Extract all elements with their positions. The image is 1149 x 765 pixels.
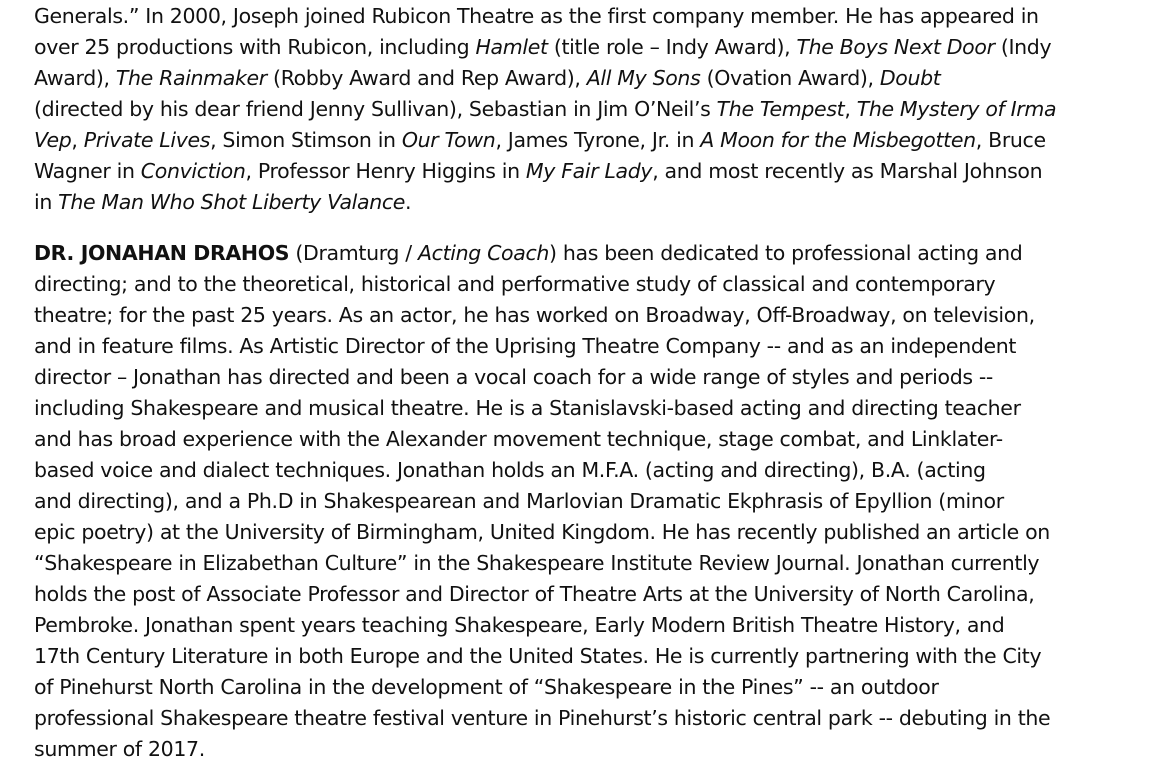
text-run: and directing), and a Ph.D in Shakespearean and Marlovian Dramatic Ekphrasis of Epyllion (minor [34,489,1004,513]
text-run: (Indy [994,35,1052,59]
text-run: holds the post of Associate Professor and Director of Theatre Arts at the University of North Carolina, [34,582,1035,606]
text-line [34,362,1119,393]
work-title: Doubt [879,66,941,90]
text-line [34,393,1119,424]
text-line [34,641,1119,672]
text-run: including Shakespeare and musical theatre. He is a Stanislavski-based acting and directing teacher [34,396,1021,420]
text-line [34,703,1119,734]
text-line [34,32,1119,63]
work-title: The Mystery of Irma [856,97,1057,121]
text-line [34,63,1119,94]
text-run: of Pinehurst North Carolina in the development of “Shakespeare in the Pines” -- an outdoor [34,675,939,699]
work-title: All My Sons [586,66,701,90]
text-run: 17th Century Literature in both Europe and the United States. He is currently partnering with the City [34,644,1042,668]
text-run: (directed by his dear friend Jenny Sullivan), Sebastian in Jim O’Neil’s [34,97,717,121]
text-run: over 25 productions with Rubicon, including [34,35,476,59]
work-title: Our Town [401,128,496,152]
work-title: The Tempest [716,97,845,121]
text-line [34,300,1119,331]
text-run: , James Tyrone, Jr. in [495,128,701,152]
text-line [34,187,1119,218]
text-run: (Dramturg / [289,241,418,265]
text-line [34,455,1119,486]
text-line [34,424,1119,455]
text-run: , [71,128,84,152]
text-line [34,331,1119,362]
work-title: Acting Coach [417,241,550,265]
text-line [34,238,1119,269]
text-run: “Shakespeare in Elizabethan Culture” in the Shakespeare Institute Review Journal. Jonathan currently [34,551,1040,575]
work-title: Vep [34,128,72,152]
text-run: (Robby Award and Rep Award), [266,66,587,90]
text-run: , Bruce [975,128,1046,152]
text-run: and has broad experience with the Alexander movement technique, stage combat, and Linklater- [34,427,1003,451]
work-title: The Man Who Shot Liberty Valance [58,190,406,214]
text-line [34,269,1119,300]
person-name: DR. JONAHAN DRAHOS [34,241,290,265]
text-run: . [405,190,412,214]
bio-paragraph-jonahan-drahos [34,238,1119,765]
text-run: Pembroke. Jonathan spent years teaching Shakespeare, Early Modern British Theatre History, and [34,613,1005,637]
text-run: director – Jonathan has directed and been a vocal coach for a wide range of styles and periods -- [34,365,993,389]
text-line [34,672,1119,703]
work-title: Conviction [140,159,246,183]
text-line [34,548,1119,579]
text-line [34,734,1119,765]
text-run: Wagner in [34,159,141,183]
text-run: theatre; for the past 25 years. As an actor, he has worked on Broadway, Off-Broadway, on television, [34,303,1035,327]
text-line [34,579,1119,610]
text-line [34,610,1119,641]
text-run: , Simon Stimson in [210,128,402,152]
text-run: based voice and dialect techniques. Jonathan holds an M.F.A. (acting and directing), B.A. (acting [34,458,986,482]
text-run: , and most recently as Marshal Johnson [652,159,1043,183]
text-line [34,1,1119,32]
text-run: and in feature films. As Artistic Director of the Uprising Theatre Company -- and as an independent [34,334,1017,358]
text-line [34,125,1119,156]
text-run: Award), [34,66,116,90]
text-line [34,156,1119,187]
text-run: directing; and to the theoretical, historical and performative study of classical and contemporary [34,272,996,296]
text-run: , Professor Henry Higgins in [245,159,526,183]
text-run: Generals.” In 2000, Joseph joined Rubicon Theatre as the first company member. He has appeared in [34,4,1039,28]
document-page [34,1,1119,765]
text-run: ) has been dedicated to professional acting and [549,241,1023,265]
text-line [34,486,1119,517]
text-line [34,94,1119,125]
work-title: A Moon for the Misbegotten [700,128,976,152]
bio-paragraph-joseph [34,1,1119,218]
work-title: My Fair Lady [525,159,653,183]
text-line [34,517,1119,548]
text-run: professional Shakespeare theatre festival venture in Pinehurst’s historic central park -- debuting in the [34,706,1051,730]
text-run: epic poetry) at the University of Birmingham, United Kingdom. He has recently published an article on [34,520,1050,544]
text-run: , [844,97,857,121]
work-title: The Rainmaker [115,66,267,90]
text-run: summer of 2017. [34,737,205,761]
text-run: in [34,190,59,214]
text-run: (title role – Indy Award), [547,35,797,59]
work-title: Private Lives [83,128,211,152]
text-run: (Ovation Award), [700,66,880,90]
work-title: The Boys Next Door [796,35,995,59]
work-title: Hamlet [475,35,548,59]
